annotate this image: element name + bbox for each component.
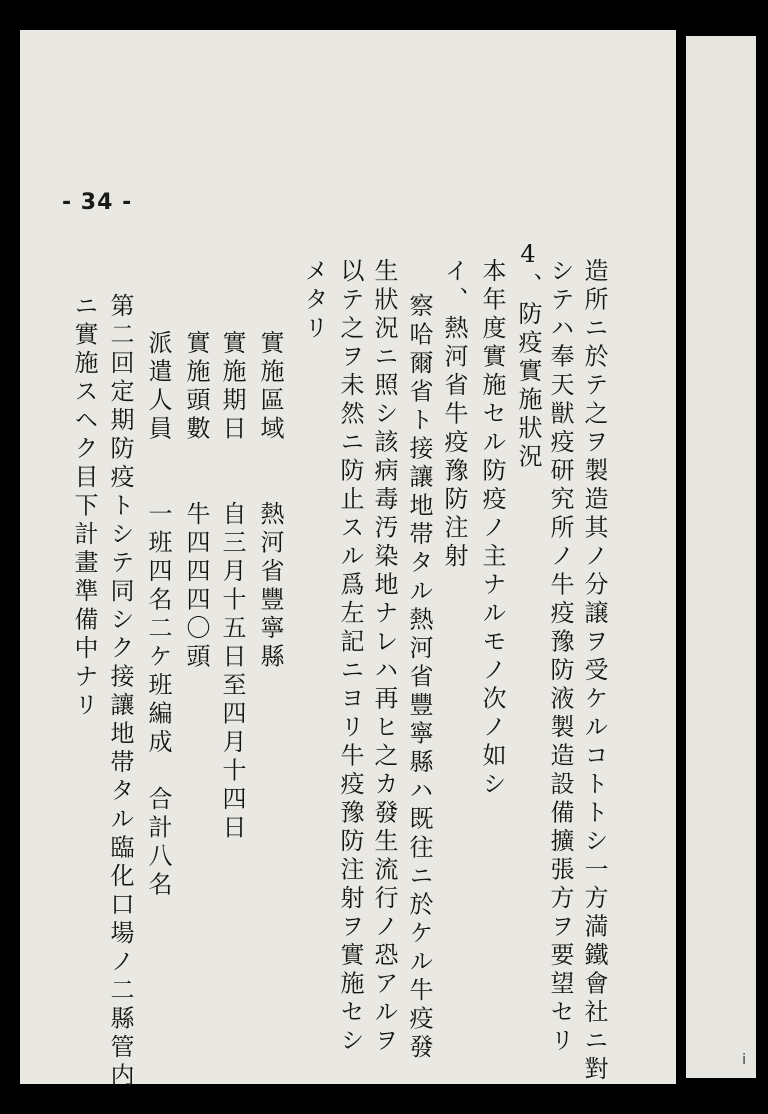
text-column-7: 生狀況ニ照シ該病毒汚染地ナレハ再ヒ之カ發生流行ノ恐アルヲ [370,258,398,1056]
section-heading-4: 4、防疫實施狀況 [514,240,542,472]
text-column-4: 本年度實施セル防疫ノ主ナルモノ次ノ如シ [478,258,506,800]
page-number: - 34 - [62,190,133,215]
text-column-15: ニ實施スヘク目下計畫準備中ナリ [70,293,98,721]
subsection-heading-i: イ、熱河省牛疫豫防注射 [440,258,468,572]
text-column-8: 以テ之ヲ未然ニ防止スル爲左記ニヨリ牛疫豫防注射ヲ實施セシ [336,258,364,1056]
text-column-14: 第二回定期防疫トシテ同シク接讓地帯タル臨化口場ノ二縣管内 [106,293,134,1091]
side-mark: i [742,1052,746,1068]
text-column-1: 造所ニ於テ之ヲ製造其ノ分譲ヲ受ケルコトトシ一方満鐵會社ニ對 [580,258,608,1085]
text-column-2: シテハ奉天獣疫研究所ノ牛疫豫防液製造設備擴張方ヲ要望セリ [546,258,574,1056]
implementation-area: 實施區域 熱河省豐寧縣 [256,330,284,672]
text-column-9: メタリ [300,258,328,344]
implementation-dates: 實施期日 自三月十五日至四月十四日 [218,330,246,843]
implementation-head-count: 實施頭數 牛四四四〇頭 [182,330,210,672]
dispatched-personnel: 派遣人員 一班四名二ケ班編成 合計八名 [144,330,172,900]
text-column-6: 察哈爾省ト接讓地帯タル熱河省豐寧縣ハ既往ニ於ケル牛疫發 [405,293,433,1063]
adjacent-page-edge [686,36,756,1078]
